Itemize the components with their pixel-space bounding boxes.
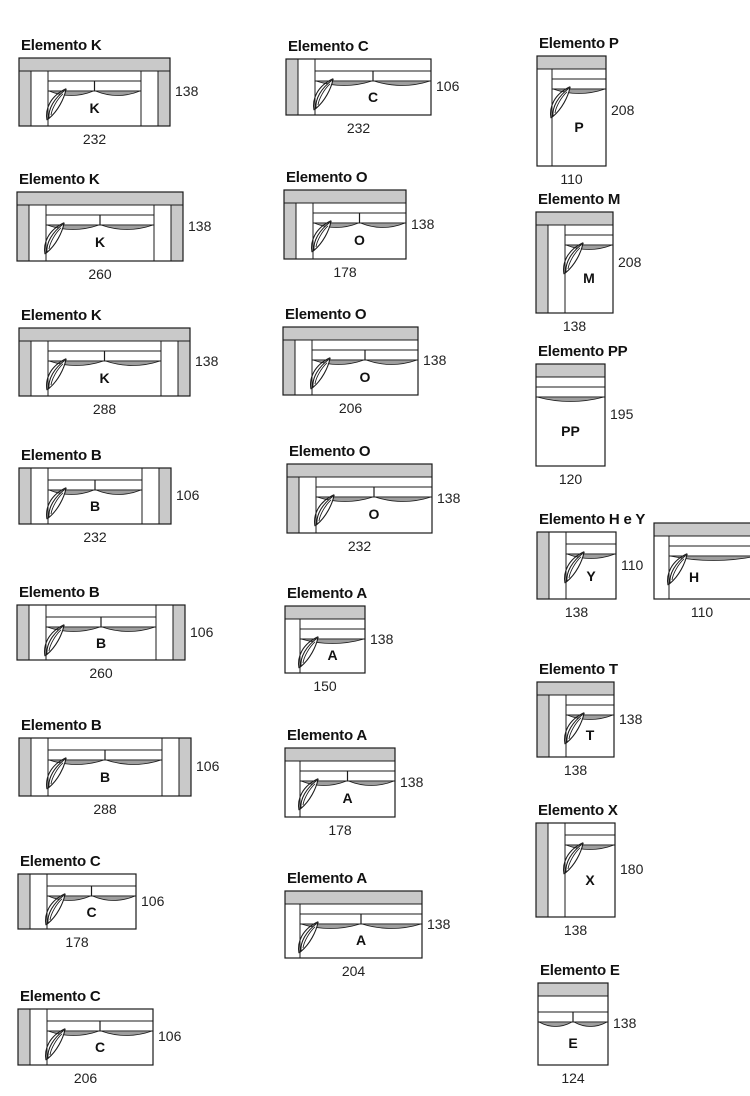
element-letter-label: K [94, 234, 106, 250]
sofa-top-view-diagram [535, 822, 616, 918]
element-title: Elemento B [21, 717, 102, 734]
sofa-top-view-diagram [653, 522, 750, 600]
element-title: Elemento C [288, 38, 369, 55]
element-title: Elemento H e Y [539, 511, 646, 528]
width-dimension-label: 232 [346, 120, 371, 136]
height-dimension-label: 138 [175, 83, 199, 99]
element-letter-label: C [94, 1039, 106, 1055]
height-dimension-label: 138 [400, 774, 424, 790]
height-dimension-label: 106 [158, 1028, 182, 1044]
height-dimension-label: 138 [427, 916, 451, 932]
element-title: Elemento P [539, 35, 619, 52]
height-dimension-label: 138 [370, 631, 394, 647]
width-dimension-label: 204 [341, 963, 366, 979]
element-title: Elemento T [539, 661, 618, 678]
element-letter-label: B [89, 498, 101, 514]
sofa-top-view-diagram [17, 873, 137, 930]
sofa-top-view-diagram [284, 890, 423, 959]
element-letter-label: X [585, 872, 595, 888]
width-dimension-label: 288 [92, 401, 117, 417]
element-title: Elemento C [20, 853, 101, 870]
height-dimension-label: 180 [620, 861, 644, 877]
element-letter-label: A [355, 932, 367, 948]
height-dimension-label: 106 [141, 893, 165, 909]
width-dimension-label: 178 [65, 934, 89, 950]
width-dimension-label: 178 [328, 822, 352, 838]
sofa-top-view-diagram [16, 191, 184, 262]
height-dimension-label: 138 [411, 216, 435, 232]
element-title: Elemento A [287, 727, 367, 744]
sofa-top-view-diagram [536, 55, 607, 167]
sofa-top-view-diagram [535, 363, 606, 467]
height-dimension-label: 138 [195, 353, 219, 369]
element-letter-label: B [99, 769, 111, 785]
element-title: Elemento O [289, 443, 371, 460]
element-title: Elemento K [19, 171, 100, 188]
width-dimension-label: 150 [313, 678, 337, 694]
sofa-top-view-diagram [18, 57, 171, 127]
element-letter-label: O [354, 232, 365, 248]
element-letter-label: Y [586, 568, 596, 584]
sofa-top-view-diagram [537, 982, 609, 1066]
sofa-top-view-diagram [536, 531, 617, 600]
width-dimension-label: 138 [563, 922, 588, 938]
width-dimension-label: 138 [563, 762, 588, 778]
element-title: Elemento A [287, 585, 367, 602]
height-dimension-label: 110 [621, 557, 644, 573]
sofa-top-view-diagram [18, 737, 192, 797]
element-letter-label: T [585, 727, 595, 743]
element-title: Elemento O [286, 169, 368, 186]
element-title: Elemento B [19, 584, 100, 601]
sofa-top-view-diagram [283, 189, 407, 260]
element-letter-label: M [583, 270, 595, 286]
element-letter-label: C [367, 89, 379, 105]
element-letter-label: B [95, 635, 107, 651]
sofa-top-view-diagram [285, 58, 432, 116]
leaf-motif-icon [299, 637, 318, 668]
width-dimension-label: 288 [93, 801, 117, 817]
sofa-top-view-diagram [284, 605, 366, 674]
element-letter-label: O [368, 506, 380, 522]
element-letter-label: P [574, 119, 584, 135]
width-dimension-label: 178 [333, 264, 357, 280]
height-dimension-label: 138 [619, 711, 643, 727]
sofa-top-view-diagram [16, 604, 186, 661]
height-dimension-label: 106 [436, 78, 460, 94]
width-dimension-label: 110 [560, 171, 583, 187]
width-dimension-label: 138 [564, 604, 589, 620]
element-letter-label: H [688, 569, 700, 585]
element-letter-label: A [342, 790, 353, 806]
height-dimension-label: 208 [611, 102, 635, 118]
element-title: Elemento C [20, 988, 101, 1005]
sofa-top-view-diagram [284, 747, 396, 818]
height-dimension-label: 138 [423, 352, 447, 368]
element-title: Elemento K [21, 307, 102, 324]
sofa-top-view-diagram [536, 681, 615, 758]
element-title: Elemento B [21, 447, 102, 464]
element-title: Elemento X [538, 802, 618, 819]
width-dimension-label: 206 [338, 400, 363, 416]
sofa-top-view-diagram [282, 326, 419, 396]
sofa-top-view-diagram [535, 211, 614, 314]
height-dimension-label: 138 [613, 1015, 637, 1031]
element-title: Elemento E [540, 962, 620, 979]
height-dimension-label: 208 [618, 254, 642, 270]
width-dimension-label: 138 [562, 318, 587, 334]
element-title: Elemento A [287, 870, 367, 887]
height-dimension-label: 138 [437, 490, 461, 506]
sofa-top-view-diagram [18, 327, 191, 397]
element-letter-label: PP [561, 423, 580, 439]
element-title: Elemento K [21, 37, 102, 54]
sofa-top-view-diagram [286, 463, 433, 534]
element-letter-label: C [86, 904, 97, 920]
element-title: Elemento O [285, 306, 367, 323]
element-letter-label: K [99, 370, 110, 386]
leaf-motif-icon [299, 922, 318, 953]
width-dimension-label: 232 [83, 529, 107, 545]
element-letter-label: A [327, 647, 338, 663]
height-dimension-label: 195 [610, 406, 634, 422]
width-dimension-label: 260 [89, 665, 113, 681]
element-letter-label: E [568, 1035, 578, 1051]
width-dimension-label: 124 [561, 1070, 585, 1086]
height-dimension-label: 106 [176, 487, 200, 503]
width-dimension-label: 232 [347, 538, 372, 554]
height-dimension-label: 106 [196, 758, 220, 774]
sofa-top-view-diagram [17, 1008, 154, 1066]
height-dimension-label: 106 [190, 624, 214, 640]
width-dimension-label: 206 [73, 1070, 98, 1086]
element-title: Elemento PP [538, 343, 628, 360]
sofa-top-view-diagram [18, 467, 172, 525]
width-dimension-label: 260 [88, 266, 112, 282]
element-title: Elemento M [538, 191, 621, 208]
width-dimension-label: 232 [82, 131, 107, 147]
width-dimension-label: 110 [690, 604, 714, 620]
height-dimension-label: 138 [188, 218, 212, 234]
element-letter-label: O [359, 369, 371, 385]
width-dimension-label: 120 [558, 471, 583, 487]
element-letter-label: K [89, 100, 100, 116]
